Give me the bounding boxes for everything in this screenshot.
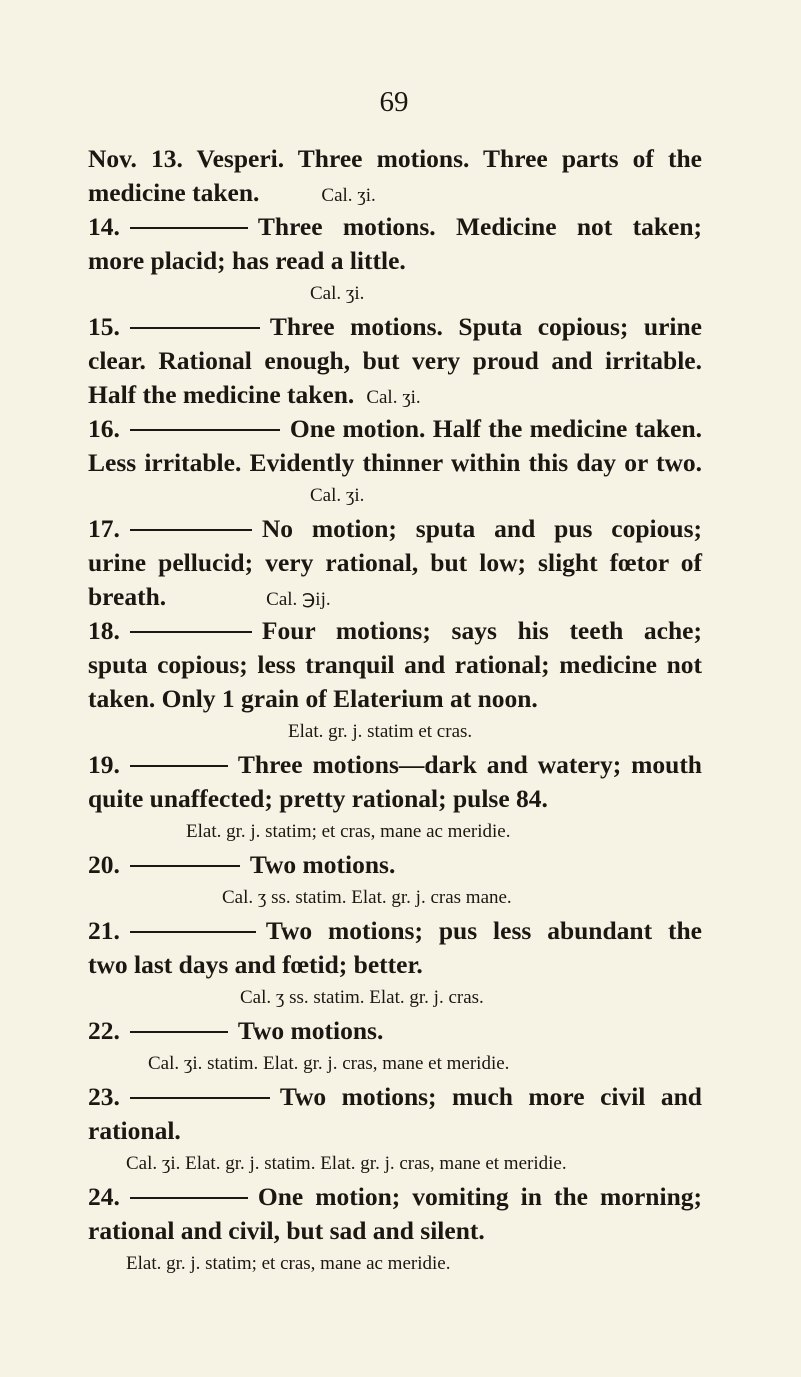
prescription: Cal. ℈ij.	[266, 589, 331, 610]
prescription: Cal. ʒi. Elat. gr. j. statim. Elat. gr. j. cras, mane et meridie.	[126, 1153, 567, 1174]
entry-line	[88, 848, 702, 882]
entry-line-text: Two motions; much more civil and	[279, 1082, 702, 1111]
dash-rule	[130, 765, 228, 767]
entry-line: urine pellucid; very rational, but low; slight fœtor of	[88, 548, 702, 577]
prescription: Cal. ʒi.	[310, 485, 365, 506]
entry-line	[88, 614, 702, 648]
entry-line-text: One motion. Half the medicine taken.	[289, 414, 702, 443]
day-number: 23.	[88, 1082, 120, 1111]
entry-line	[88, 1014, 702, 1048]
entry-line	[88, 580, 702, 614]
entry-14	[88, 210, 702, 310]
entry-line-text: Two motions; pus less abundant the	[265, 916, 702, 945]
dash-rule	[130, 1097, 270, 1099]
entry-line	[88, 310, 702, 344]
entry-16	[88, 412, 702, 512]
day-number: 17.	[88, 514, 120, 543]
day-number: 24.	[88, 1182, 120, 1211]
entry-line-text: Three motions—dark and watery; mouth	[237, 750, 702, 779]
day-number: 15.	[88, 312, 120, 341]
entry-line	[88, 1080, 702, 1114]
dash-rule	[130, 529, 252, 531]
entry-line: rational and civil, but sad and silent.	[88, 1216, 485, 1245]
entry-line	[88, 210, 702, 244]
entry-line	[88, 1180, 702, 1214]
day-number: 19.	[88, 750, 120, 779]
entry-21	[88, 914, 702, 1014]
entry-line-text: No motion; sputa and pus copious;	[261, 514, 702, 543]
entry-line: taken. Only 1 grain of Elaterium at noon.	[88, 684, 538, 713]
entry-23	[88, 1080, 702, 1180]
entry-line	[88, 512, 702, 546]
entry-line	[88, 378, 702, 412]
entry-line-text: Two motions.	[249, 850, 396, 879]
entry-line: sputa copious; less tranquil and rational; medicine not	[88, 650, 702, 679]
entry-line: clear. Rational enough, but very proud and irritable.	[88, 346, 702, 375]
entry-15	[88, 310, 702, 412]
dash-rule	[130, 327, 260, 329]
entry-line: quite unaffected; pretty rational; pulse 84.	[88, 784, 548, 813]
entry-line-text: Three motions. Sputa copious; urine	[269, 312, 702, 341]
dash-rule	[130, 429, 280, 431]
prescription: Cal. ʒi. statim. Elat. gr. j. cras, mane et meridie.	[148, 1053, 510, 1074]
day-number: 20.	[88, 850, 120, 879]
entry-line-text: Four motions; says his teeth ache;	[261, 616, 702, 645]
entry-22	[88, 1014, 702, 1080]
entry-line: Less irritable. Evidently thinner within this day or two.	[88, 448, 702, 477]
entry-19	[88, 748, 702, 848]
day-number: 22.	[88, 1016, 120, 1045]
entry-24	[88, 1180, 702, 1280]
page-number: 69	[379, 86, 409, 118]
dash-rule	[130, 631, 252, 633]
prescription: Cal. ʒi.	[366, 387, 421, 408]
prescription: Elat. gr. j. statim; et cras, mane ac meridie.	[186, 821, 511, 842]
entry-line: more placid; has read a little.	[88, 246, 406, 275]
entry-line	[88, 176, 702, 210]
entry-line-text: One motion; vomiting in the morning;	[257, 1182, 702, 1211]
dash-rule	[130, 1197, 248, 1199]
day-number: 14.	[88, 212, 120, 241]
prescription: Cal. ʒi.	[310, 283, 365, 304]
entry-line: rational.	[88, 1116, 181, 1145]
day-number: 16.	[88, 414, 120, 443]
prescription: Cal. ʒi.	[321, 185, 376, 206]
prescription: Cal. ʒ ss. statim. Elat. gr. j. cras mane.	[222, 887, 512, 908]
entry-line	[88, 914, 702, 948]
entry-line	[88, 412, 702, 446]
prescription: Cal. ʒ ss. statim. Elat. gr. j. cras.	[240, 987, 484, 1008]
day-number: 18.	[88, 616, 120, 645]
entry-line: two last days and fœtid; better.	[88, 950, 423, 979]
entry-line-text: medicine taken.	[88, 178, 260, 207]
entry-nov-13	[88, 142, 702, 210]
prescription: Elat. gr. j. statim; et cras, mane ac meridie.	[126, 1253, 451, 1274]
prescription: Elat. gr. j. statim et cras.	[288, 721, 473, 742]
dash-rule	[130, 931, 256, 933]
entry-17	[88, 512, 702, 614]
dash-rule	[130, 227, 248, 229]
entry-line: Nov. 13. Vesperi. Three motions. Three parts of the	[88, 144, 702, 173]
entry-line-text: Two motions.	[237, 1016, 384, 1045]
entry-line	[88, 748, 702, 782]
dash-rule	[130, 1031, 228, 1033]
dash-rule	[130, 865, 240, 867]
entry-line-text: breath.	[88, 582, 167, 611]
entry-20	[88, 848, 702, 914]
entry-line-text: Half the medicine taken.	[88, 380, 355, 409]
case-notes	[88, 142, 702, 1280]
entry-line-text: Three motions. Medicine not taken;	[257, 212, 702, 241]
entry-18	[88, 614, 702, 748]
day-number: 21.	[88, 916, 120, 945]
